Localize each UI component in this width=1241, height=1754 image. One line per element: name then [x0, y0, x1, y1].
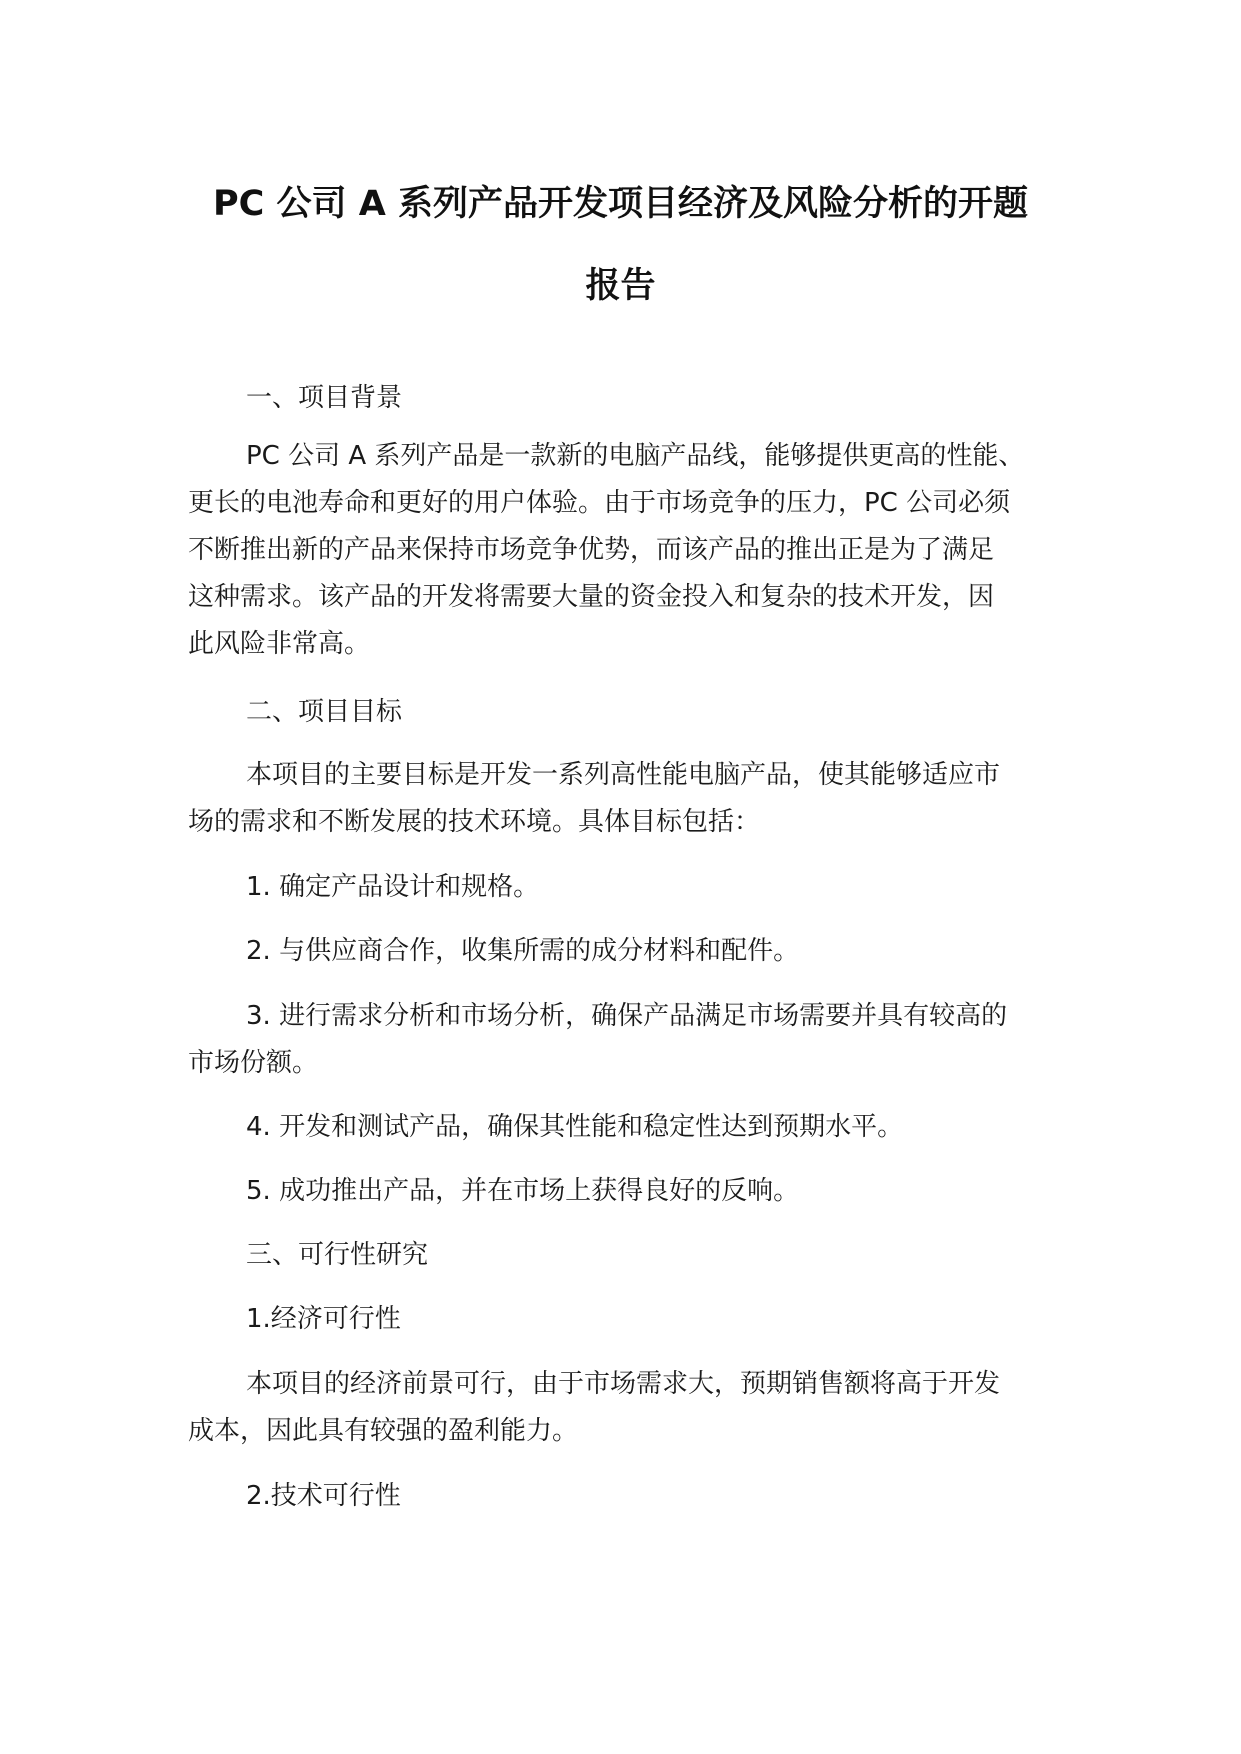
list-item-objective-3-line-2: 市场份额。	[188, 1048, 319, 1078]
paragraph-economic-line-1: 本项目的经济前景可行，由于市场需求大，预期销售额将高于开发	[246, 1369, 1001, 1399]
paragraph-objectives-line-1: 本项目的主要目标是开发一系列高性能电脑产品，使其能够适应市	[246, 760, 1001, 790]
paragraph-economic-line-2: 成本，因此具有较强的盈利能力。	[188, 1416, 579, 1446]
section-heading-feasibility: 三、可行性研究	[246, 1240, 429, 1270]
paragraph-background-line-2: 更长的电池寿命和更好的用户体验。由于市场竞争的压力，PC 公司必须	[188, 488, 1011, 518]
paragraph-background-line-4: 这种需求。该产品的开发将需要大量的资金投入和复杂的技术开发，因	[188, 582, 995, 612]
document-title-line-1: PC 公司 A 系列产品开发项目经济及风险分析的开题	[213, 184, 1028, 224]
list-item-objective-3-line-1: 3. 进行需求分析和市场分析，确保产品满足市场需要并具有较高的	[246, 1001, 1008, 1031]
subheading-economic-feasibility: 1.经济可行性	[246, 1304, 401, 1334]
paragraph-background-line-5: 此风险非常高。	[188, 629, 371, 659]
list-item-objective-2: 2. 与供应商合作，收集所需的成分材料和配件。	[246, 936, 800, 966]
section-heading-background: 一、项目背景	[246, 383, 403, 413]
list-item-objective-1: 1. 确定产品设计和规格。	[246, 872, 540, 902]
list-item-objective-4: 4. 开发和测试产品，确保其性能和稳定性达到预期水平。	[246, 1112, 904, 1142]
list-item-objective-5: 5. 成功推出产品，并在市场上获得良好的反响。	[246, 1176, 800, 1206]
paragraph-background-line-1: PC 公司 A 系列产品是一款新的电脑产品线，能够提供更高的性能、	[246, 441, 1025, 471]
section-heading-objectives: 二、项目目标	[246, 697, 403, 727]
paragraph-objectives-line-2: 场的需求和不断发展的技术环境。具体目标包括：	[188, 807, 761, 837]
document-title-line-2: 报告	[585, 266, 656, 306]
paragraph-background-line-3: 不断推出新的产品来保持市场竞争优势，而该产品的推出正是为了满足	[188, 535, 995, 565]
subheading-technical-feasibility: 2.技术可行性	[246, 1481, 401, 1511]
